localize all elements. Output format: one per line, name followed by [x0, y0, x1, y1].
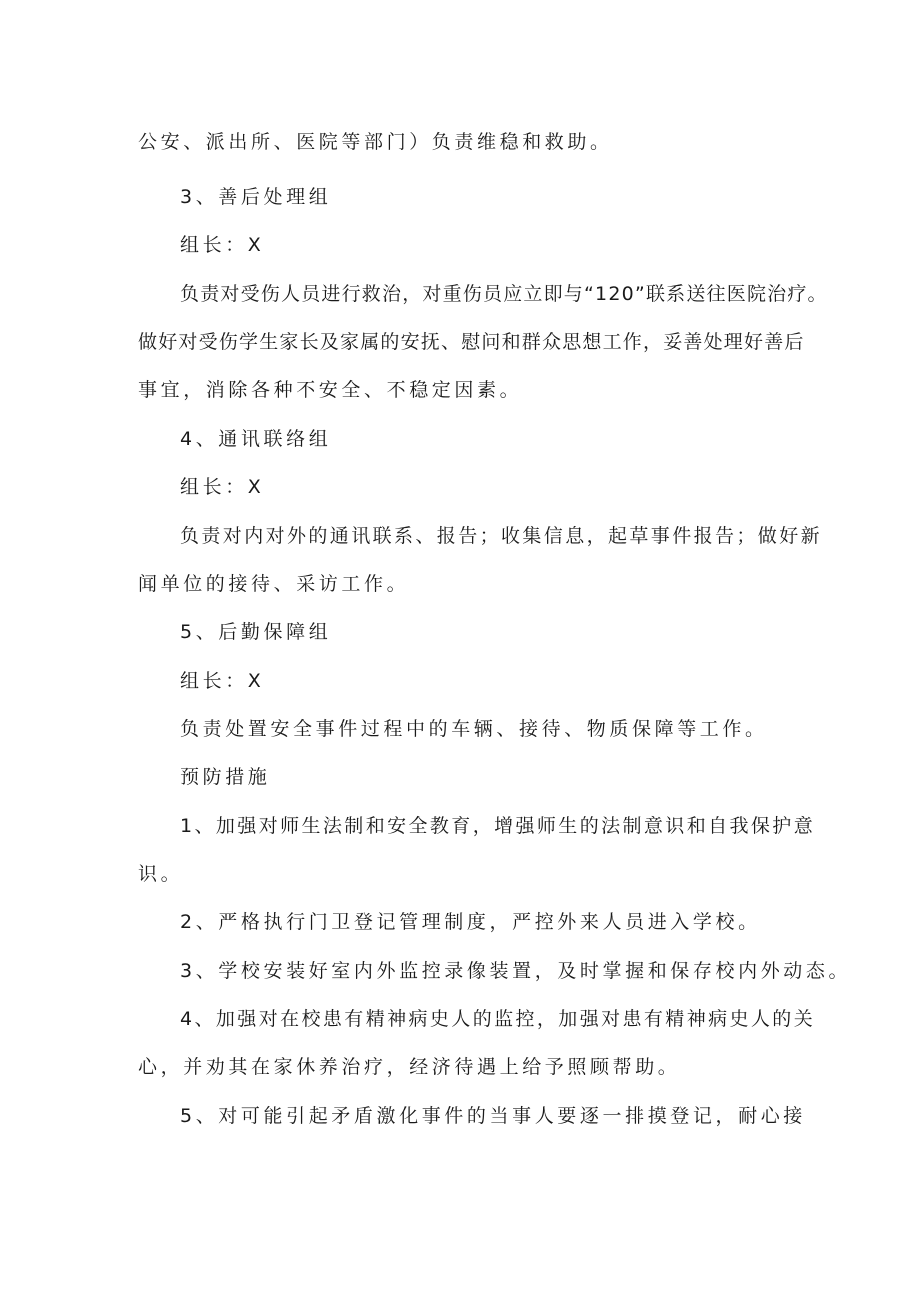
- paragraph-line: 做好对受伤学生家长及家属的安抚、慰问和群众思想工作，妥善处理好善后: [138, 331, 805, 353]
- paragraph-line: 负责对内对外的通讯联系、报告；收集信息，起草事件报告；做好新: [180, 525, 823, 547]
- section-heading: 预防措施: [180, 766, 271, 788]
- paragraph-line: 4、加强对在校患有精神病史人的监控，加强对患有精神病史人的关: [180, 1008, 816, 1030]
- paragraph-line: 1、加强对师生法制和安全教育，增强师生的法制意识和自我保护意: [180, 815, 816, 837]
- section-heading: 3、善后处理组: [180, 186, 332, 208]
- paragraph-line: 心，并劝其在家休养治疗，经济待遇上给予照顾帮助。: [138, 1056, 681, 1078]
- paragraph-line: 5、对可能引起矛盾激化事件的当事人要逐一排摸登记，耐心接: [180, 1105, 806, 1127]
- group-leader-line: 组长：X: [180, 670, 265, 692]
- paragraph-line: 负责处置安全事件过程中的车辆、接待、物质保障等工作。: [180, 718, 768, 740]
- section-heading: 5、后勤保障组: [180, 621, 332, 643]
- paragraph-line: 识。: [138, 863, 184, 885]
- paragraph-line: 负责对受伤人员进行救治，对重伤员应立即与“120”联系送往医院治疗。: [180, 283, 828, 305]
- paragraph-line: 3、学校安装好室内外监控录像装置，及时掌握和保存校内外动态。: [180, 960, 852, 982]
- paragraph-line: 闻单位的接待、采访工作。: [138, 573, 410, 595]
- section-heading: 4、通讯联络组: [180, 428, 332, 450]
- paragraph-line: 2、严格执行门卫登记管理制度，严控外来人员进入学校。: [180, 911, 761, 933]
- paragraph-line: 事宜，消除各种不安全、不稳定因素。: [138, 379, 523, 401]
- group-leader-line: 组长：X: [180, 476, 265, 498]
- group-leader-line: 组长：X: [180, 234, 265, 256]
- paragraph-line: 公安、派出所、医院等部门）负责维稳和救助。: [138, 131, 613, 153]
